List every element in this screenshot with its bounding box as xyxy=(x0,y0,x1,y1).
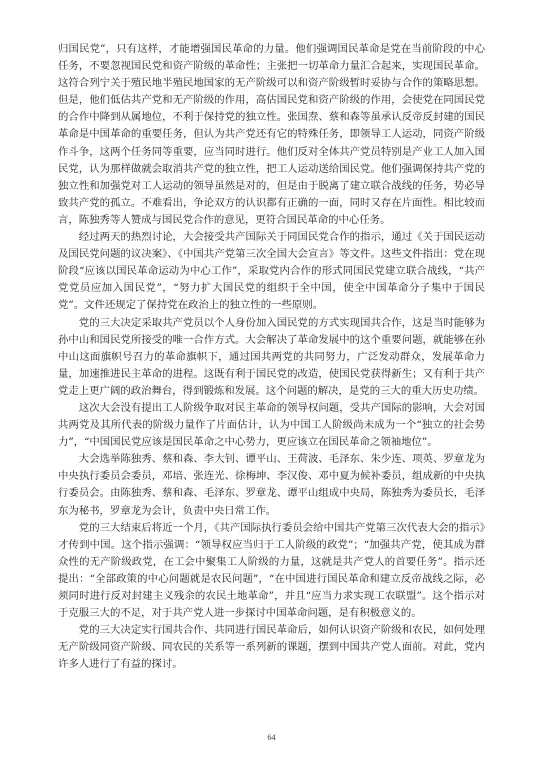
paragraph: 党的三大决定采取共产党员以个人身份加入国民党的方式实现国共合作，这是当时能够为孙中山和国民党所接受的唯一合作方式。大会解决了革命发展中的这个重要问题，就能够在孙中山这面旗帜号召力的革命旗帜下，通过国共两党的共同努力，广泛发动群众，发展革命力量，加速推进民主革命的进程。这既有利于国民党的改造，使国民党获得新生；又有利于共产党走上更广阔的政治舞台，得到锻炼和发展。这个问题的解决，是党的三大的重大历史功绩。 xyxy=(58,316,485,397)
paragraph: 这次大会没有提出工人阶级争取对民主革命的领导权问题，受共产国际的影响，大会对国共两党及其所代表的阶级力量作了片面估计，认为中国工人阶级尚未成为一个“独立的社会势力”，“中国国民党应该是国民革命之中心势力，更应该立在国民革命之领袖地位”。 xyxy=(58,401,485,449)
paragraph: 经过两天的热烈讨论，大会接受共产国际关于同国民党合作的指示，通过《关于国民运动及国民党问题的议决案》、《中国共产党第三次全国大会宣言》等文件。这些文件指出：党在现阶段“应该以国民革命运动为中心工作”，采取党内合作的形式同国民党建立联合战线，“共产党党员应加入国民党”，“努力扩大国民党的组织于全中国，使全中国革命分子集中于国民党”。文件还规定了保持党在政治上的独立性的一些原则。 xyxy=(58,231,485,312)
paragraph: 党的三大决定实行国共合作、共同进行国民革命后，如何认识资产阶级和农民，如何处理无产阶级同资产阶级、同农民的关系等一系列新的课题，摆到中国共产党人面前。对此，党内许多人进行了有益的探讨。 xyxy=(58,624,485,671)
paragraph-continued: 归国民党”，只有这样，才能增强国民革命的力量。他们强调国民革命是党在当前阶段的中心任务，不要忽视国民党和资产阶级的革命性；主张把一切革命力量汇合起来，实现国民革命。这符合列宁关于殖民地半殖民地国家的无产阶级可以和资产阶级暂时妥协与合作的策略思想。但是，他们低估共产党和无产阶级的作用，高估国民党和资产阶级的作用，会使党在同国民党的合作中降到从属地位，不利于保持党的独立性。张国焘、蔡和森等虽承认反帝反封建的国民革命是中国革命的重要任务，但认为共产党还有它的特殊任务，即领导工人运动，同资产阶级作斗争，这两个任务同等重要，应当同时进行。他们反对全体共产党员特别是产业工人加入国民党，认为那样做就会取消共产党的独立性，把工人运动送给国民党。他们强调保持共产党的独立性和加强党对工人运动的领导虽然是对的，但是由于脱离了建立联合战线的任务，势必导致共产党的孤立。不难看出，争论双方的认识都有正确的一面，同时又存在片面性。相比较而言，陈独秀等人赞成与国民党合作的意见，更符合国民革命的中心任务。 xyxy=(58,43,485,226)
page-number: 64 xyxy=(267,733,276,742)
body-text xyxy=(58,41,485,673)
paragraph: 党的三大结束后将近一个月，《共产国际执行委员会给中国共产党第三次代表大会的指示》才传到中国。这个指示强调：“领导权应当归于工人阶级的政党”；“加强共产党，使其成为群众性的无产阶级政党，在工会中聚集工人阶级的力量，这就是共产党人的首要任务”。指示还提出：“全部政策的中心问题就是农民问题”，“在中国进行国民革命和建立反帝战线之际，必须同时进行反对封建主义残余的农民土地革命”，并且“应当力求实现工农联盟”。这个指示对于克服三大的不足，对于共产党人进一步探讨中国革命问题，是有积极意义的。 xyxy=(58,521,485,620)
paragraph: 大会选举陈独秀、蔡和森、李大钊、谭平山、王荷波、毛泽东、朱少连、项英、罗章龙为中央执行委员会委员，邓培、张连光、徐梅坤、李汉俊、邓中夏为候补委员，组成新的中央执行委员会。由陈独秀、蔡和森、毛泽东、罗章龙、谭平山组成中央局，陈独秀为委员长，毛泽东为秘书，罗章龙为会计，负责中央日常工作。 xyxy=(58,453,485,517)
